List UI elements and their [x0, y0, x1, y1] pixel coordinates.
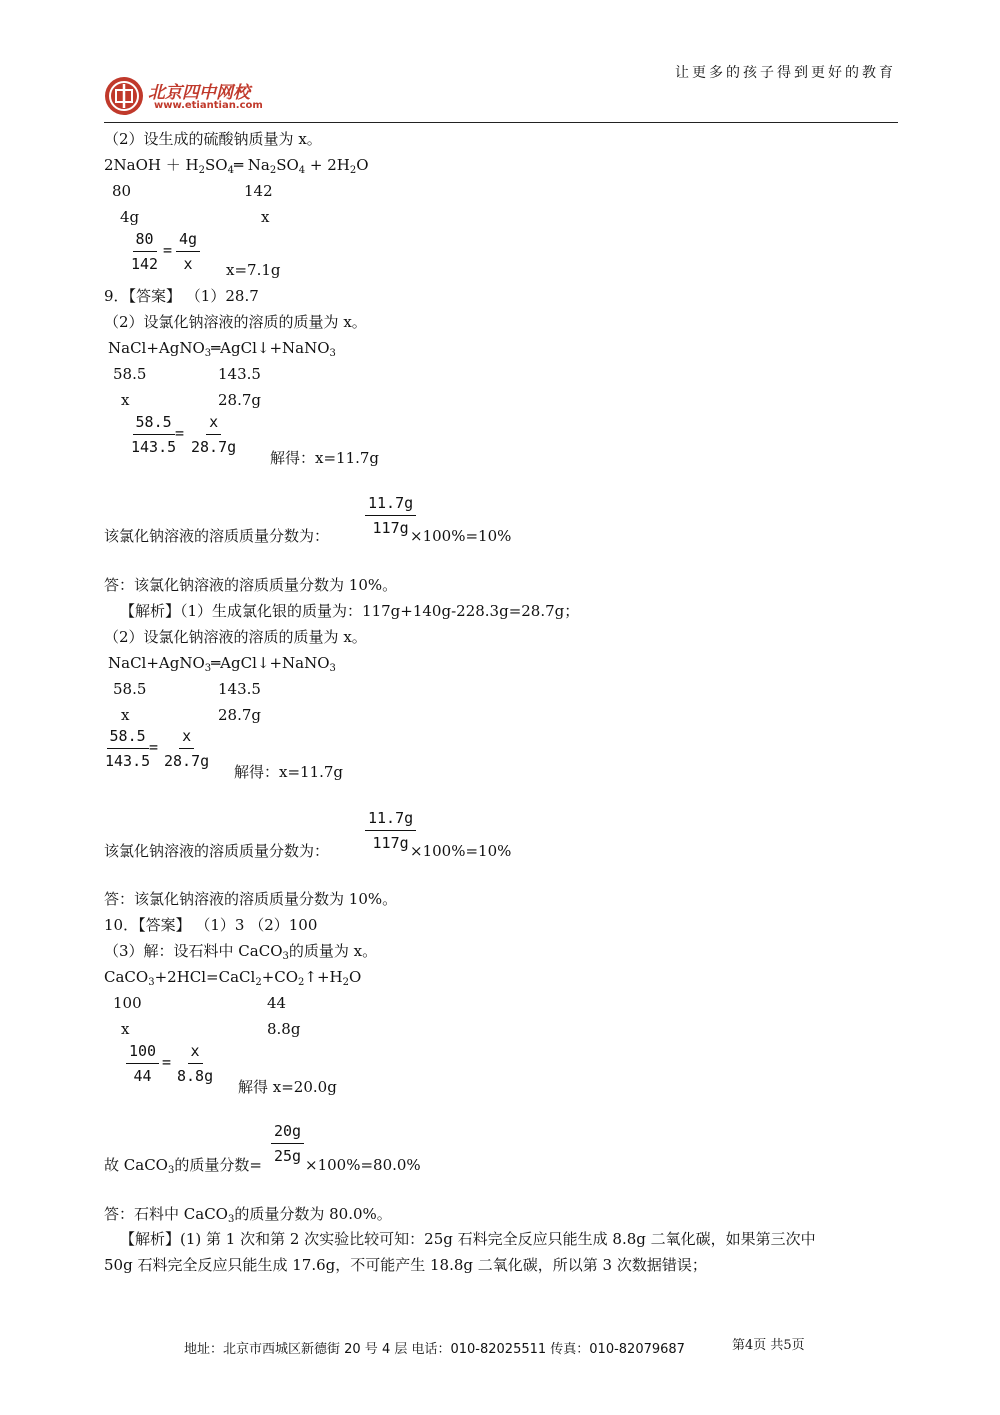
q9-setup: （2）设氯化钠溶液的溶质的质量为 x。 — [104, 313, 367, 331]
q9-equation-2: NaCl+AgNO$_3$═AgCl↓+NaNO$_3$ — [108, 654, 336, 674]
school-logo — [104, 76, 284, 118]
q9-analysis: 【解析】（1）生成氯化银的质量为：117g+140g-228.3g=28.7g； — [120, 602, 580, 620]
q9-mass-2: 143.5 — [218, 365, 261, 383]
q10-value-1: x — [121, 1020, 130, 1038]
q8-fraction-1: $\frac{80}{142}$ — [131, 230, 159, 273]
q9-mass-3: 58.5 — [113, 680, 147, 698]
q10-analysis-line-1: 【解析】(1) 第 1 次和第 2 次实验比较可知：25g 石料完全反应只能生成 8.8g 二氧化碳，如果第三次中 — [120, 1230, 816, 1248]
q9-conclusion: 答：该氯化钠溶液的溶质质量分数为 10%。 — [104, 576, 398, 594]
q10-mass-2: 44 — [267, 994, 287, 1012]
q8-fraction-2: $\frac{4g}{x}$ — [176, 229, 200, 274]
q9-percent-result-2: ×100%=10% — [410, 842, 512, 860]
q8-equals: = — [163, 241, 173, 259]
logo-text: 北京四中网校 — [148, 83, 250, 103]
q9-mass-1: 58.5 — [113, 365, 147, 383]
q10-value-2: 8.8g — [267, 1020, 301, 1038]
q10-solve: 解得 x=20.0g — [238, 1078, 337, 1096]
header-rule — [104, 122, 898, 123]
q10-mass-1: 100 — [113, 994, 142, 1012]
school-seal-icon — [104, 76, 144, 116]
q9-equals-2: = — [149, 738, 159, 756]
q8-setup: （2）设生成的硫酸钠质量为 x。 — [104, 130, 322, 148]
q9-fraction-1: $\frac{58.5}{143.5}$ — [131, 413, 177, 456]
q8-value-2: x — [261, 208, 270, 226]
q10-answer: 10．【答案】 （1）3 （2）100 — [104, 916, 318, 934]
q9-equation: NaCl+AgNO$_3$═AgCl↓+NaNO$_3$ — [108, 339, 336, 359]
q9-percent-label-2: 该氯化钠溶液的溶质质量分数为： — [104, 842, 330, 860]
q9-value-3: x — [121, 706, 130, 724]
q9-value-2: 28.7g — [218, 391, 262, 409]
q9-percent-fraction: $\frac{11.7g}{117g}$ — [365, 493, 416, 538]
q9-percent-label: 该氯化钠溶液的溶质质量分数为： — [104, 527, 330, 545]
q9-equals: = — [175, 424, 185, 442]
footer-address: 地址：北京市西城区新德街 20 号 4 层 电话：010-82025511 传真：010-82079687 — [184, 1342, 685, 1357]
q9-percent-fraction-2: $\frac{11.7g}{117g}$ — [365, 808, 416, 853]
q9-conclusion-2: 答：该氯化钠溶液的溶质质量分数为 10%。 — [104, 890, 398, 908]
q10-analysis-line-2: 50g 石料完全反应只能生成 17.6g，不可能产生 18.8g 二氧化碳，所以第 3 次数据错误； — [104, 1256, 707, 1274]
q10-fraction-2: $\frac{x}{8.8g}$ — [177, 1042, 214, 1085]
logo-url: www.etiantian.com — [154, 100, 263, 111]
q10-equation: $CaCO_3+2HCl=CaCl_2+CO_2↑+H_2O$ — [104, 968, 362, 988]
q10-percent-fraction: $\frac{20g}{25g}$ — [271, 1121, 304, 1166]
q9-value-1: x — [121, 391, 130, 409]
q8-mass-1: 80 — [112, 182, 132, 200]
q10-percent-label: 故 CaCO$_3$的质量分数= — [104, 1156, 262, 1176]
q9-answer: 9．【答案】 （1）28.7 — [104, 287, 259, 305]
q9-fraction-4: $\frac{x}{28.7g}$ — [164, 727, 210, 770]
q10-percent-result: ×100%=80.0% — [305, 1156, 421, 1174]
q9-fraction-3: $\frac{58.5}{143.5}$ — [105, 727, 151, 770]
q9-fraction-2: $\frac{x}{28.7g}$ — [191, 413, 237, 456]
q8-result: x=7.1g — [226, 261, 281, 279]
q10-setup: （3）解：设石料中 CaCO$_3$的质量为 x。 — [104, 942, 378, 962]
q10-equals: = — [162, 1053, 172, 1071]
header-slogan: 让更多的孩子得到更好的教育 — [675, 65, 896, 81]
q9-setup-2: （2）设氯化钠溶液的溶质的质量为 x。 — [104, 628, 367, 646]
q9-solve-2: 解得：x=11.7g — [234, 763, 344, 781]
q9-mass-4: 143.5 — [218, 680, 261, 698]
q9-percent-result: ×100%=10% — [410, 527, 512, 545]
q10-fraction-1: $\frac{100}{44}$ — [126, 1041, 159, 1086]
q9-solve: 解得：x=11.7g — [270, 449, 380, 467]
q8-equation: 2NaOH ＋ $H_2SO_4═$ $Na_2SO_4 + 2H_2O$ — [104, 156, 369, 176]
q10-conclusion: 答：石料中 CaCO$_3$的质量分数为 80.0%。 — [104, 1205, 392, 1225]
q8-value-1: 4g — [120, 208, 140, 226]
q9-value-4: 28.7g — [218, 706, 262, 724]
footer-page-number: 第4页 共5页 — [732, 1338, 805, 1353]
q8-mass-2: 142 — [244, 182, 273, 200]
